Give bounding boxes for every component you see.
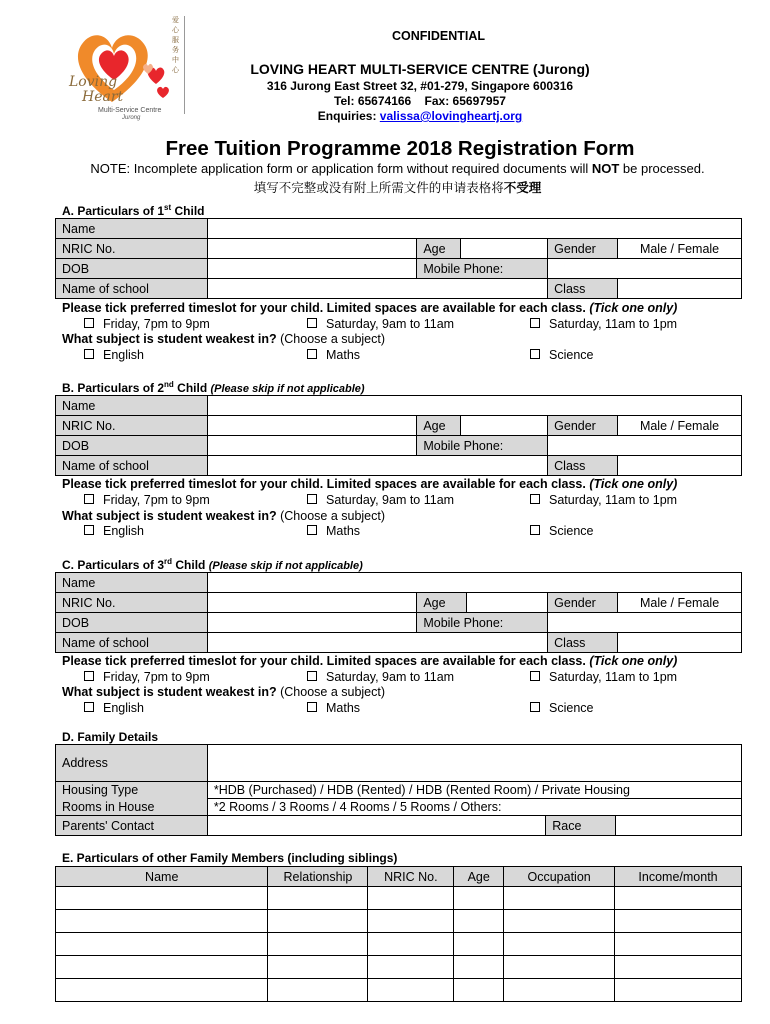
family-members-table (55, 866, 742, 1002)
race-label: Race (546, 816, 616, 836)
child-2-class-field[interactable] (618, 456, 742, 476)
logo-text-loving: Loving (69, 74, 118, 90)
member-income-cell[interactable] (615, 979, 742, 1002)
child-3-table (55, 572, 742, 653)
parents-contact-label: Parents' Contact (56, 816, 208, 836)
subject-english-option[interactable]: English (84, 701, 144, 715)
section-c-title: C. Particulars of 3rd Child (Please skip if not applicable) (62, 557, 363, 572)
race-field[interactable] (616, 816, 742, 836)
school-label: Name of school (56, 456, 208, 476)
member-income-cell[interactable] (615, 956, 742, 979)
section-e-title: E. Particulars of other Family Members (including siblings) (62, 851, 398, 865)
subject-science-option[interactable]: Science (530, 524, 593, 538)
form-note-chinese (0, 178, 770, 196)
child-2-nric-field[interactable] (207, 416, 417, 436)
slot-friday-option[interactable]: Friday, 7pm to 9pm (84, 670, 210, 684)
org-enquiries (0, 109, 770, 124)
logo-text-centre: Multi-Service Centre (98, 107, 162, 114)
rooms-label: Rooms in House (56, 799, 208, 816)
checkbox-icon[interactable] (84, 525, 94, 535)
member-relationship-cell[interactable] (268, 910, 368, 933)
parents-contact-field[interactable] (207, 816, 545, 836)
dob-label: DOB (56, 613, 208, 633)
child-1-table (55, 218, 742, 299)
child-1-mobile-field[interactable] (548, 259, 742, 279)
enquiries-label: Enquiries: (317, 109, 380, 123)
age-label: Age (417, 239, 461, 259)
subject-maths-option[interactable]: Maths (307, 348, 360, 362)
checkbox-icon[interactable] (84, 494, 94, 504)
checkbox-icon[interactable] (84, 702, 94, 712)
col-header-age: Age (454, 867, 504, 887)
checkbox-icon[interactable] (84, 671, 94, 681)
child-2-table (55, 395, 742, 476)
child-2-dob-field[interactable] (207, 436, 417, 456)
address-field[interactable] (207, 745, 741, 782)
checkbox-icon[interactable] (307, 318, 317, 328)
checkbox-icon[interactable] (530, 702, 540, 712)
logo-text-heart: Heart (82, 89, 124, 105)
checkbox-icon[interactable] (530, 494, 540, 504)
school-label: Name of school (56, 279, 208, 299)
gender-label: Gender (548, 593, 618, 613)
checkbox-icon[interactable] (307, 349, 317, 359)
child-1-dob-field[interactable] (207, 259, 417, 279)
member-occupation-cell[interactable] (504, 887, 615, 910)
slot-sat-am-option[interactable]: Saturday, 9am to 11am (307, 670, 454, 684)
subject-question: What subject is student weakest in? (Choose a subject) (62, 332, 386, 346)
child-3-gender-field[interactable]: Male / Female (618, 593, 742, 613)
child-1-nric-field[interactable] (207, 239, 417, 259)
member-occupation-cell[interactable] (504, 979, 615, 1002)
name-label: Name (56, 219, 208, 239)
child-3-name-field[interactable] (207, 573, 741, 593)
table-row (56, 910, 742, 933)
child-2-age-field[interactable] (461, 416, 548, 436)
slot-sat-noon-option[interactable]: Saturday, 11am to 1pm (530, 317, 677, 331)
mobile-label: Mobile Phone: (417, 259, 548, 279)
member-nric-cell[interactable] (368, 956, 454, 979)
child-3-nric-field[interactable] (207, 593, 417, 613)
gender-label: Gender (548, 239, 618, 259)
col-header-occupation: Occupation (504, 867, 615, 887)
member-occupation-cell[interactable] (504, 933, 615, 956)
note-text: NOTE: Incomplete application form or application form without required documents will (90, 161, 592, 176)
subject-science-option[interactable]: Science (530, 701, 593, 715)
col-header-name: Name (56, 867, 268, 887)
subject-question: What subject is student weakest in? (Choose a subject) (62, 685, 386, 699)
timeslot-question: Please tick preferred timeslot for your child. Limited spaces are available for each class. (Tick one only) (62, 477, 678, 491)
member-name-cell[interactable] (56, 956, 268, 979)
checkbox-icon[interactable] (530, 671, 540, 681)
org-address: 316 Jurong East Street 32, #01-279, Singapore 600316 (266, 79, 574, 93)
org-name: LOVING HEART MULTI-SERVICE CENTRE (Jurong) (250, 61, 590, 77)
checkbox-icon[interactable] (84, 349, 94, 359)
slot-friday-option[interactable]: Friday, 7pm to 9pm (84, 317, 210, 331)
child-1-age-field[interactable] (461, 239, 548, 259)
note-cn-bold: 不受理 (503, 181, 542, 195)
member-nric-cell[interactable] (368, 887, 454, 910)
member-age-cell[interactable] (454, 979, 504, 1002)
school-label: Name of school (56, 633, 208, 653)
family-details-table (55, 744, 742, 836)
member-occupation-cell[interactable] (504, 910, 615, 933)
member-age-cell[interactable] (454, 887, 504, 910)
member-nric-cell[interactable] (368, 933, 454, 956)
enquiries-email-link[interactable]: valissa@lovingheartj.org (379, 109, 523, 123)
class-label: Class (548, 633, 618, 653)
child-2-school-field[interactable] (207, 456, 547, 476)
nric-label: NRIC No. (56, 239, 208, 259)
housing-type-label: Housing Type (56, 782, 208, 799)
rooms-field[interactable]: *2 Rooms / 3 Rooms / 4 Rooms / 5 Rooms / Others: (207, 799, 741, 816)
subject-maths-option[interactable]: Maths (307, 701, 360, 715)
note-cn-text: 填写不完整或没有附上所需文件的申请表格将 (253, 181, 504, 195)
section-d-title: D. Family Details (62, 730, 159, 744)
logo-chinese-text: 爱心服务中心 (172, 17, 179, 74)
member-nric-cell[interactable] (368, 979, 454, 1002)
subject-english-option[interactable]: English (84, 348, 144, 362)
child-1-school-field[interactable] (207, 279, 547, 299)
child-3-mobile-field[interactable] (548, 613, 742, 633)
slot-sat-am-option[interactable]: Saturday, 9am to 11am (307, 317, 454, 331)
housing-type-field[interactable]: *HDB (Purchased) / HDB (Rented) / HDB (Rented Room) / Private Housing (207, 782, 741, 799)
member-relationship-cell[interactable] (268, 979, 368, 1002)
member-age-cell[interactable] (454, 910, 504, 933)
name-label: Name (56, 573, 208, 593)
slot-sat-am-option[interactable]: Saturday, 9am to 11am (307, 493, 454, 507)
child-1-name-field[interactable] (207, 219, 741, 239)
logo-text-jurong: Jurong (122, 115, 141, 121)
nric-label: NRIC No. (56, 416, 208, 436)
child-2-gender-field[interactable]: Male / Female (618, 416, 742, 436)
member-income-cell[interactable] (615, 887, 742, 910)
member-name-cell[interactable] (56, 933, 268, 956)
subject-question: What subject is student weakest in? (Choose a subject) (62, 509, 386, 523)
age-label: Age (417, 416, 461, 436)
table-row (56, 933, 742, 956)
child-3-age-field[interactable] (467, 593, 548, 613)
member-name-cell[interactable] (56, 887, 268, 910)
col-header-income: Income/month (615, 867, 742, 887)
subject-maths-option[interactable]: Maths (307, 524, 360, 538)
class-label: Class (548, 456, 618, 476)
child-3-class-field[interactable] (618, 633, 742, 653)
table-row (56, 887, 742, 910)
org-phone: Tel: 65674166 Fax: 65697957 (334, 94, 506, 108)
mobile-label: Mobile Phone: (417, 436, 548, 456)
checkbox-icon[interactable] (84, 318, 94, 328)
subject-science-option[interactable]: Science (530, 348, 593, 362)
child-1-class-field[interactable] (618, 279, 742, 299)
member-income-cell[interactable] (615, 910, 742, 933)
checkbox-icon[interactable] (530, 349, 540, 359)
child-3-school-field[interactable] (207, 633, 547, 653)
form-note (0, 161, 770, 176)
table-row (56, 979, 742, 1002)
note-text-end: be processed. (619, 161, 705, 176)
member-relationship-cell[interactable] (268, 887, 368, 910)
slot-friday-option[interactable]: Friday, 7pm to 9pm (84, 493, 210, 507)
checkbox-icon[interactable] (530, 318, 540, 328)
subject-english-option[interactable]: English (84, 524, 144, 538)
nric-label: NRIC No. (56, 593, 208, 613)
age-label: Age (417, 593, 467, 613)
gender-label: Gender (548, 416, 618, 436)
checkbox-icon[interactable] (307, 525, 317, 535)
dob-label: DOB (56, 259, 208, 279)
member-occupation-cell[interactable] (504, 956, 615, 979)
org-contact-block (0, 79, 770, 124)
section-b-title: B. Particulars of 2nd Child (Please skip if not applicable) (62, 380, 365, 395)
address-label: Address (56, 745, 208, 782)
col-header-nric: NRIC No. (368, 867, 454, 887)
form-title: Free Tuition Programme 2018 Registration Form (165, 137, 635, 160)
checkbox-icon[interactable] (530, 525, 540, 535)
child-1-gender-field[interactable]: Male / Female (618, 239, 742, 259)
mobile-label: Mobile Phone: (417, 613, 548, 633)
class-label: Class (548, 279, 618, 299)
col-header-relationship: Relationship (268, 867, 368, 887)
dob-label: DOB (56, 436, 208, 456)
members-header-row (56, 867, 742, 887)
checkbox-icon[interactable] (307, 702, 317, 712)
checkbox-icon[interactable] (307, 671, 317, 681)
member-age-cell[interactable] (454, 933, 504, 956)
member-nric-cell[interactable] (368, 910, 454, 933)
member-name-cell[interactable] (56, 979, 268, 1002)
confidential-label: CONFIDENTIAL (392, 29, 486, 43)
member-relationship-cell[interactable] (268, 956, 368, 979)
member-income-cell[interactable] (615, 933, 742, 956)
table-row (56, 956, 742, 979)
child-2-name-field[interactable] (207, 396, 741, 416)
timeslot-question: Please tick preferred timeslot for your child. Limited spaces are available for each class. (Tick one only) (62, 301, 678, 315)
child-2-mobile-field[interactable] (548, 436, 742, 456)
member-relationship-cell[interactable] (268, 933, 368, 956)
member-name-cell[interactable] (56, 910, 268, 933)
slot-sat-noon-option[interactable]: Saturday, 11am to 1pm (530, 493, 677, 507)
section-a-title: A. Particulars of 1st Child (62, 203, 205, 218)
name-label: Name (56, 396, 208, 416)
member-age-cell[interactable] (454, 956, 504, 979)
checkbox-icon[interactable] (307, 494, 317, 504)
slot-sat-noon-option[interactable]: Saturday, 11am to 1pm (530, 670, 677, 684)
timeslot-question: Please tick preferred timeslot for your child. Limited spaces are available for each class. (Tick one only) (62, 654, 678, 668)
note-bold: NOT (591, 161, 620, 176)
child-3-dob-field[interactable] (207, 613, 417, 633)
